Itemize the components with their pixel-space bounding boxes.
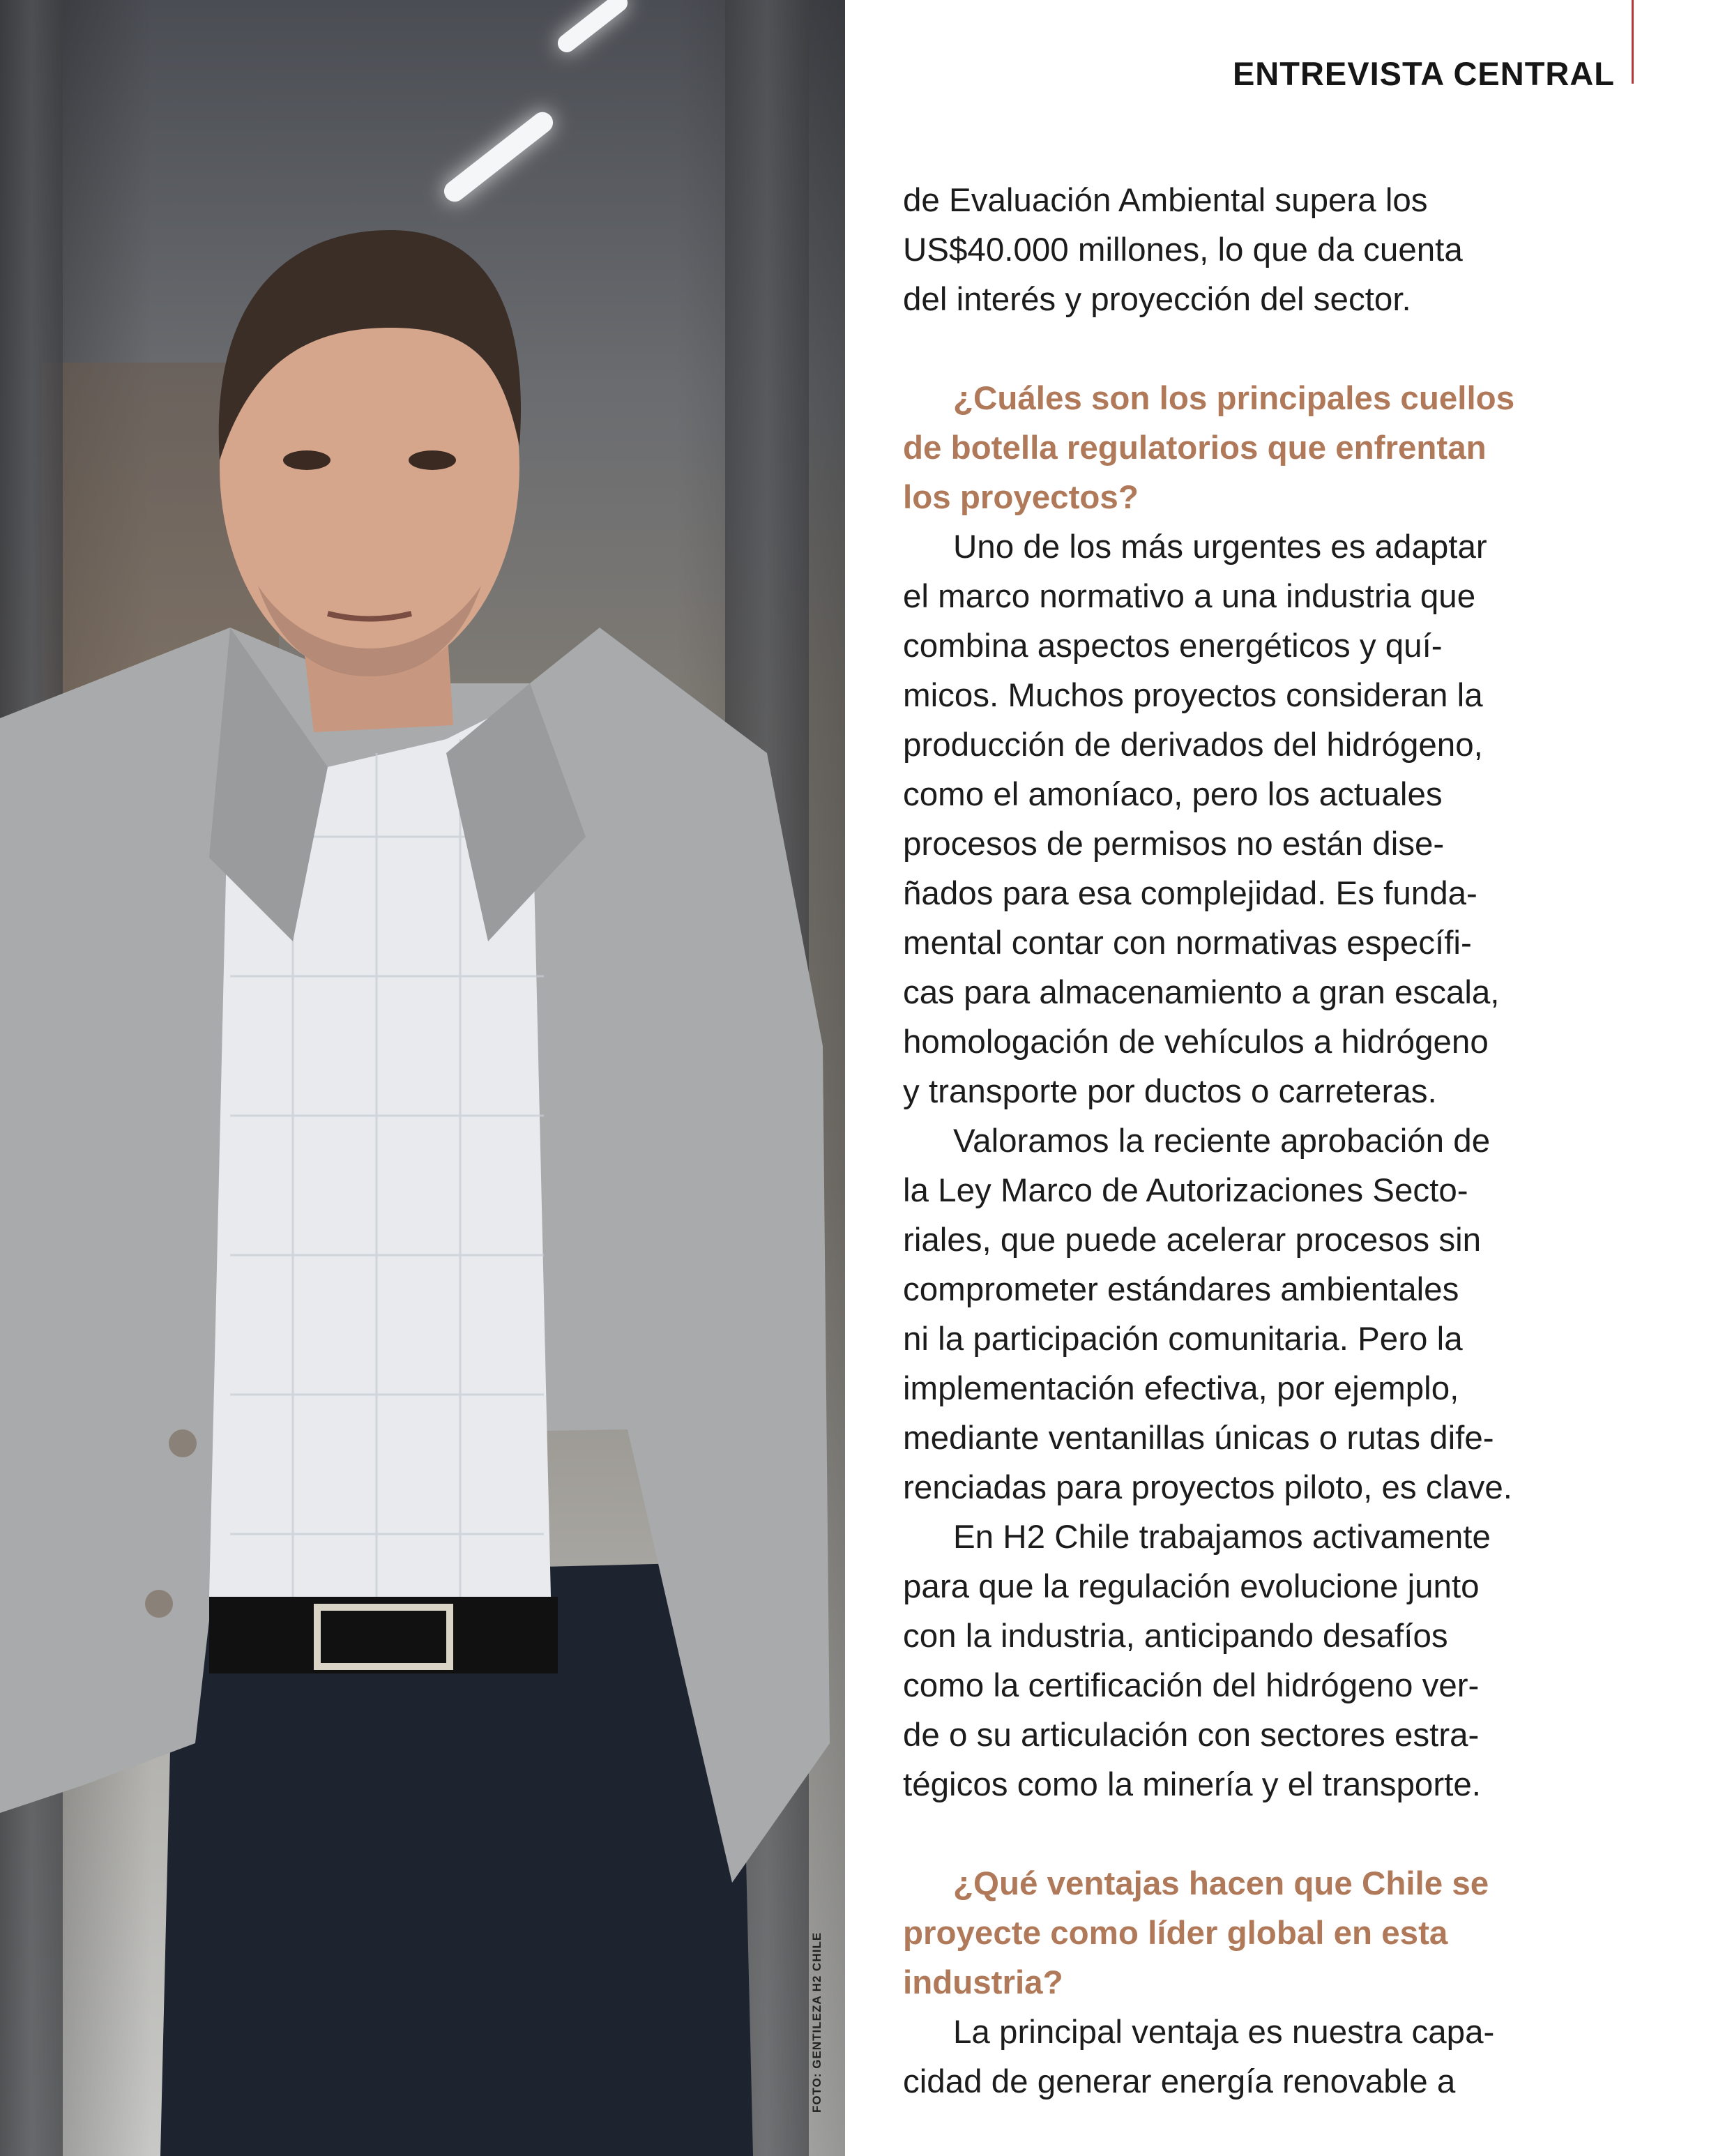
text-line: ñados para esa complejidad. Es funda-	[903, 875, 1477, 912]
text-line: los proyectos?	[903, 479, 1139, 516]
text-line: cas para almacenamiento a gran escala,	[903, 974, 1500, 1011]
text-line: procesos de permisos no están dise-	[903, 826, 1445, 863]
text-line: para que la regulación evolucione junto	[903, 1568, 1480, 1605]
text-line: riales, que puede acelerar procesos sin	[903, 1222, 1482, 1259]
text-line: Valoramos la reciente aprobación de	[953, 1123, 1491, 1160]
text-line: ¿Cuáles son los principales cuellos	[953, 380, 1515, 417]
text-line: renciadas para proyectos piloto, es clave.	[903, 1469, 1512, 1506]
text-line: mediante ventanillas únicas o rutas dife-	[903, 1420, 1494, 1457]
text-line: de o su articulación con sectores estra-	[903, 1717, 1480, 1754]
text-line: producción de derivados del hidrógeno,	[903, 727, 1483, 764]
text-line: industria?	[903, 1964, 1063, 2001]
photo-credit: FOTO: GENTILEZA H2 CHILE	[810, 1931, 823, 2113]
text-line: la Ley Marco de Autorizaciones Secto-	[903, 1172, 1468, 1209]
text-line: con la industria, anticipando desafíos	[903, 1618, 1448, 1655]
text-line: de botella regulatorios que enfrentan	[903, 430, 1487, 466]
intro-paragraph	[903, 176, 1607, 324]
text-line: proyecte como líder global en esta	[903, 1915, 1448, 1952]
section-label: ENTREVISTA CENTRAL	[1232, 55, 1615, 92]
answer-1-paragraph-2	[903, 1116, 1607, 1512]
text-line: y transporte por ductos o carreteras.	[903, 1073, 1437, 1110]
text-line: micos. Muchos proyectos consideran la	[903, 677, 1483, 714]
question-2	[903, 1859, 1607, 2007]
text-line: Uno de los más urgentes es adaptar	[953, 529, 1487, 565]
answer-1-paragraph-3	[903, 1512, 1607, 1809]
text-line: tégicos como la minería y el transporte.	[903, 1766, 1481, 1803]
text-line: En H2 Chile trabajamos activamente	[953, 1519, 1491, 1556]
text-line: homologación de vehículos a hidrógeno	[903, 1024, 1489, 1061]
text-line: La principal ventaja es nuestra capa-	[953, 2014, 1495, 2051]
text-line: comprometer estándares ambientales	[903, 1271, 1459, 1308]
spacer	[903, 324, 1607, 374]
answer-2-paragraph-1	[903, 2007, 1607, 2106]
text-line: el marco normativo a una industria que	[903, 578, 1476, 615]
text-line: ni la participación comunitaria. Pero la	[903, 1321, 1463, 1358]
text-line: mental contar con normativas específi-	[903, 925, 1472, 962]
text-line: del interés y proyección del sector.	[903, 281, 1411, 318]
person-illustration	[0, 0, 845, 2156]
text-line: como la certificación del hidrógeno ver-	[903, 1667, 1480, 1704]
spacer	[903, 1809, 1607, 1859]
text-line: ¿Qué ventajas hacen que Chile se	[953, 1865, 1489, 1902]
portrait-photo	[0, 0, 845, 2156]
accent-rule	[1632, 0, 1634, 84]
text-line: US$40.000 millones, lo que da cuenta	[903, 231, 1463, 268]
text-line: como el amoníaco, pero los actuales	[903, 776, 1443, 813]
text-line: implementación efectiva, por ejemplo,	[903, 1370, 1459, 1407]
text-line: de Evaluación Ambiental supera los	[903, 182, 1428, 219]
answer-1-paragraph-1	[903, 522, 1607, 1116]
question-1	[903, 374, 1607, 522]
article-column	[903, 176, 1607, 2106]
text-line: combina aspectos energéticos y quí-	[903, 628, 1443, 665]
text-line: cidad de generar energía renovable a	[903, 2063, 1456, 2100]
